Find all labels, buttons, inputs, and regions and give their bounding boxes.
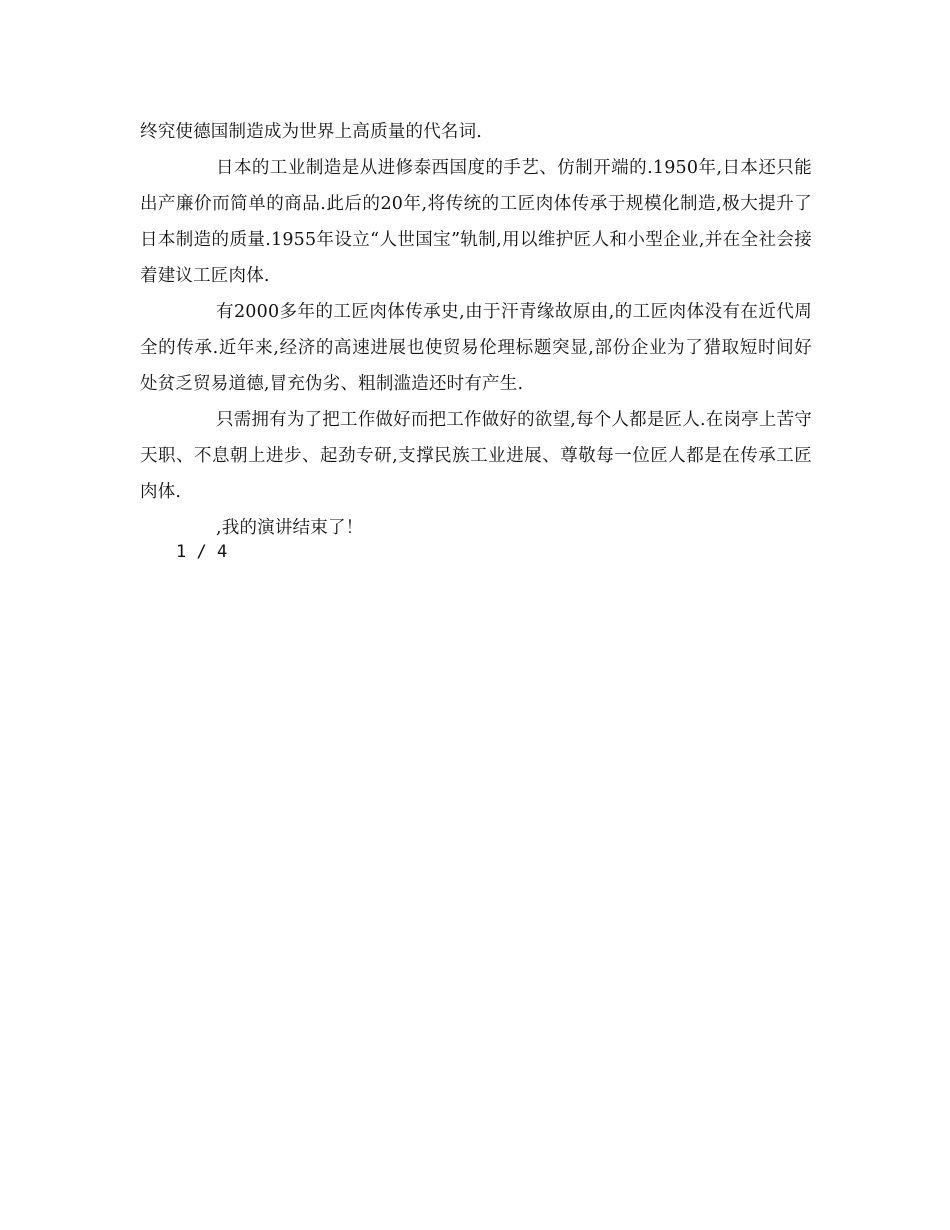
page-number: 1 / 4 xyxy=(176,542,228,562)
paragraph-continuation: 终究使德国制造成为世界上高质量的代名词. xyxy=(140,122,483,142)
paragraph-craftsman: 只需拥有为了把工作做好而把工作做好的欲望,每个人都是匠人.在岗亭上苦守天职、不息朝上进步、起劲专研,支撑民族工业进展、尊敬每一位匠人都是在传承工匠肉体. xyxy=(140,410,812,502)
paragraph-history: 有2000多年的工匠肉体传承史,由于汗青缘故原由,的工匠肉体没有在近代周全的传承.近年来,经济的高速进展也使贸易伦理标题突显,部份企业为了猎取短时间好处贫乏贸易道德,冒充伪劣、粗制滥造还时有产生. xyxy=(140,302,812,394)
paragraph-japan: 日本的工业制造是从进修泰西国度的手艺、仿制开端的.1950年,日本还只能出产廉价而简单的商品.此后的20年,将传统的工匠肉体传承于规模化制造,极大提升了日本制造的质量.1955年设立“人世国宝”轨制,用以维护匠人和小型企业,并在全社会接着建议工匠肉体. xyxy=(140,158,812,286)
closing-line: ,我的演讲结束了！ xyxy=(216,518,364,538)
body-text xyxy=(140,114,812,546)
